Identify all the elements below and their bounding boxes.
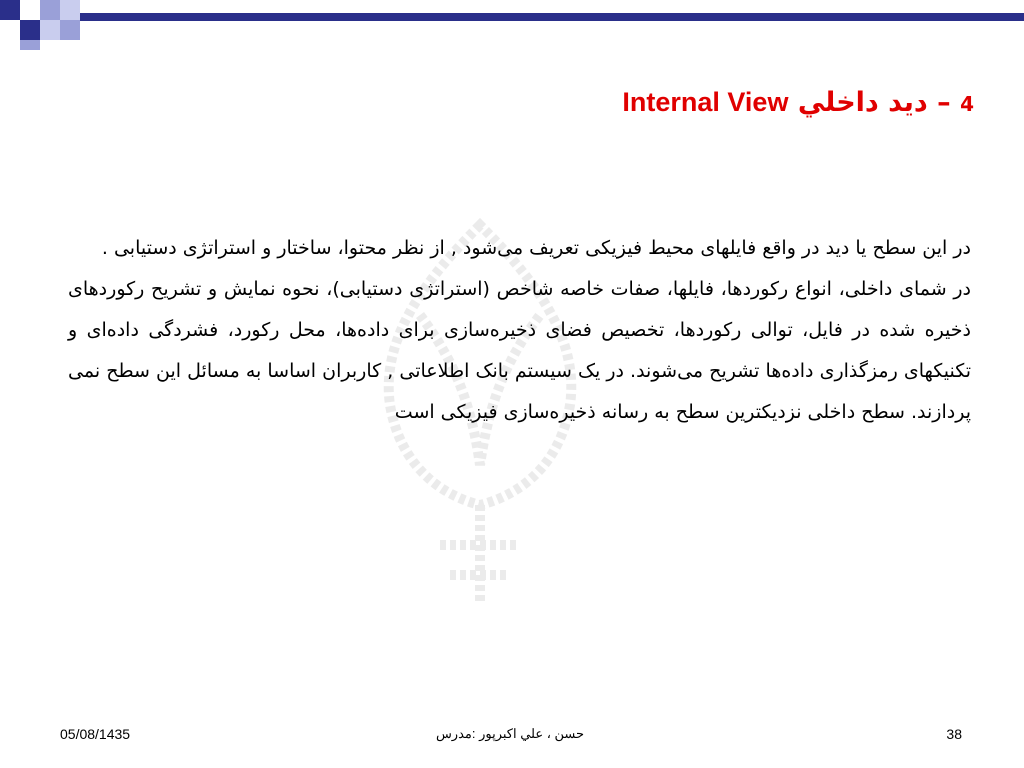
- deco-square: [0, 0, 20, 20]
- deco-square: [40, 20, 60, 40]
- footer-author: حسن ، علي اكبرپور :مدرس: [435, 726, 585, 741]
- footer-page-number: 38: [946, 726, 962, 742]
- title-dash: –: [937, 87, 951, 118]
- deco-square: [0, 20, 20, 40]
- body-paragraph-1: در این سطح یا دید در واقع فایلهای محیط فیزیکی تعریف می‌شود , از نظر محتوا، ساختار و استراتژی دستیابی .: [101, 237, 971, 259]
- deco-square: [40, 0, 60, 20]
- slide-body: [68, 228, 971, 433]
- deco-square: [20, 40, 40, 50]
- title-number: 4: [960, 92, 974, 116]
- header-decoration: [0, 0, 1024, 50]
- deco-square: [60, 0, 80, 20]
- header-bar: [80, 13, 1024, 21]
- deco-square: [20, 20, 40, 40]
- footer-date: 05/08/1435: [60, 726, 131, 742]
- deco-square: [60, 20, 80, 40]
- title-persian: ديد داخلي: [797, 87, 928, 118]
- slide-title: [374, 82, 974, 122]
- deco-square: [20, 0, 40, 20]
- body-paragraph-2: در شمای داخلی، انواع رکوردها، فایلها، صفات خاصه شاخص (استراتژی دستیابی)، نحوه نمایش و تشریح رکوردهای ذخیره شده در فایل، توالی رکوردها، تخصیص فضای ذخیره‌سازی برای داده‌ها، محل رکورد، فشردگی داده‌ای و تکنیکهای رمزگذاری داده‌ها تشریح می‌شوند. در یک سیستم بانک اطلاعاتی , کاربران اساسا به مسائل این سطح نمی پردازند. سطح داخلی نزدیکترین سطح به رسانه ذخیره‌سازی فیزیکی است: [68, 278, 971, 423]
- title-english: Internal View: [622, 87, 789, 117]
